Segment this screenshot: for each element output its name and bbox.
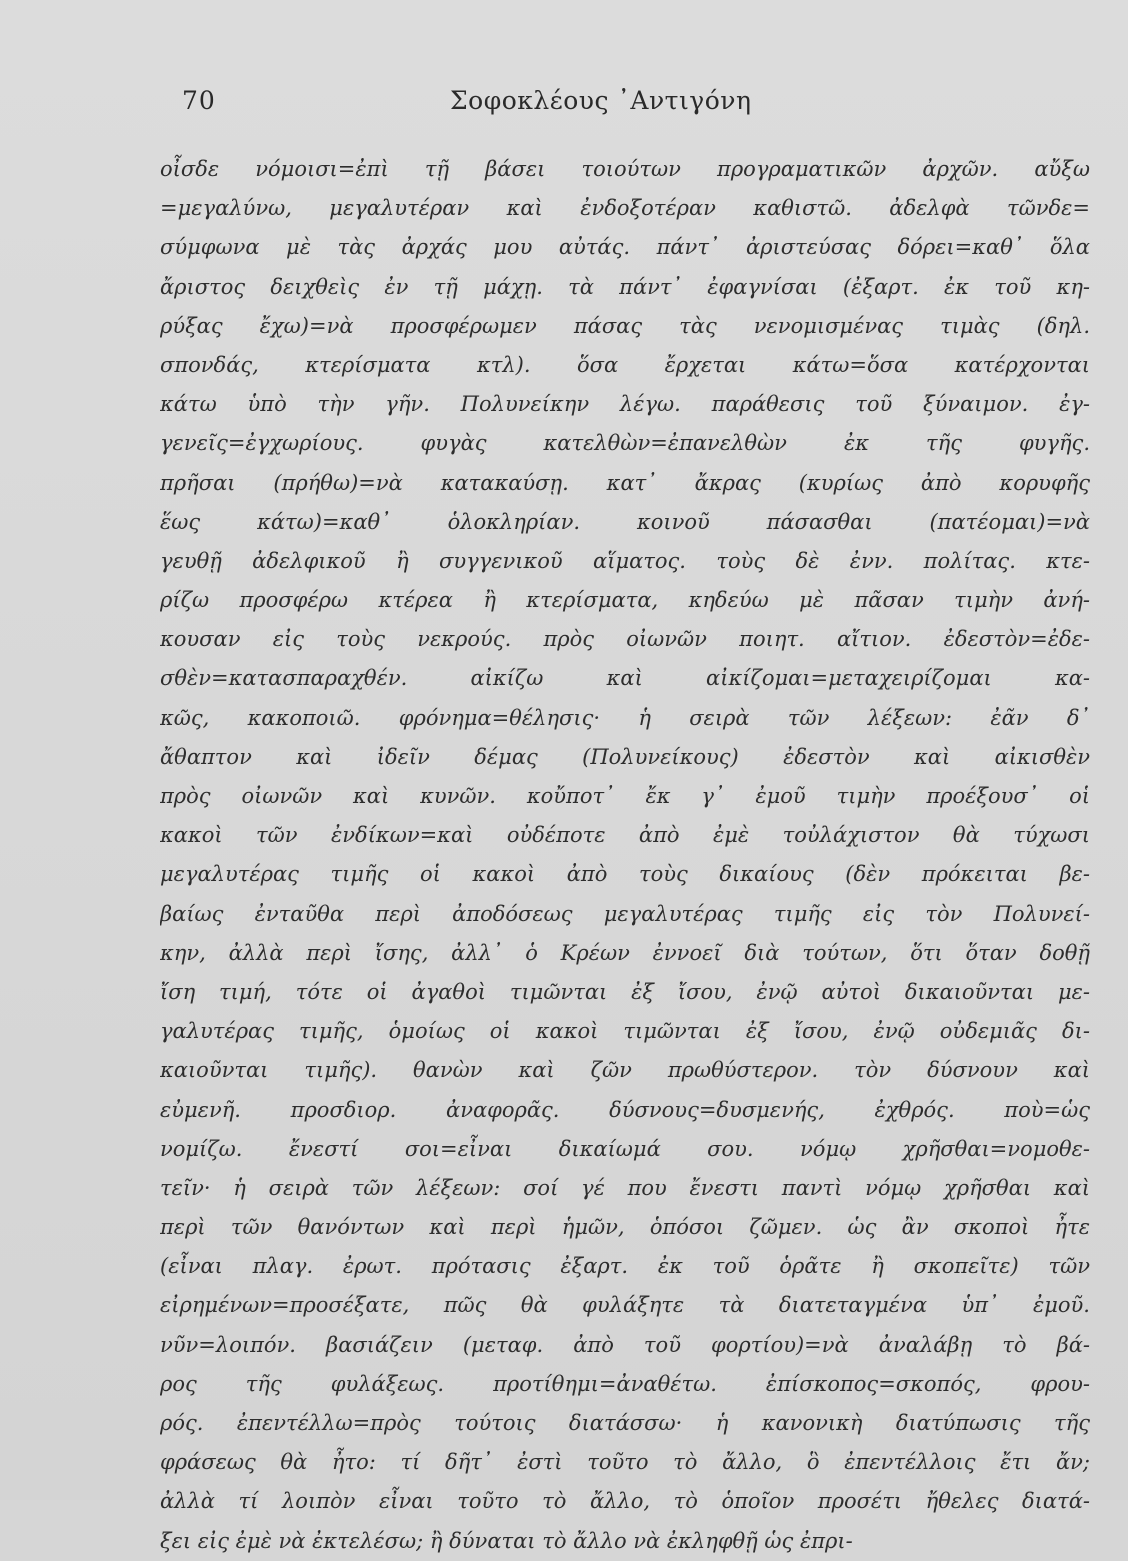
text-line: μεγαλυτέρας τιμῆς οἱ κακοὶ ἀπὸ τοὺς δικαίους (δὲν πρόκειται βε- xyxy=(160,862,1090,887)
text-line: ἀλλὰ τί λοιπὸν εἶναι τοῦτο τὸ ἄλλο, τὸ ὁποῖον προσέτι ἤθελες διατά- xyxy=(160,1489,1090,1514)
text-line: περὶ τῶν θανόντων καὶ περὶ ἡμῶν, ὁπόσοι ζῶμεν. ὡς ἂν σκοποὶ ἦτε xyxy=(160,1215,1090,1240)
text-line: πρὸς οἰωνῶν καὶ κυνῶν. κοὔποτ᾿ ἔκ γ᾿ ἐμοῦ τιμὴν προέξουσ᾿ οἱ xyxy=(160,784,1090,808)
text-line: νομίζω. ἔνεστί σοι=εἶναι δικαίωμά σου. νόμῳ χρῆσθαι=νομοθε- xyxy=(160,1136,1090,1161)
text-line: ρύξας ἔχω)=νὰ προσφέρωμεν πάσας τὰς νενομισμένας τιμὰς (δηλ. xyxy=(160,313,1090,338)
text-line: κάτω ὑπὸ τὴν γῆν. Πολυνείκην λέγω. παράθεσις τοῦ ξύναιμον. ἐγ- xyxy=(160,392,1090,417)
page-header xyxy=(182,86,982,126)
text-line: φράσεως θὰ ἦτο: τί δῆτ᾿ ἐστὶ τοῦτο τὸ ἄλλο, ὃ ἐπεντέλλοις ἔτι ἄν; xyxy=(160,1450,1090,1475)
text-line: γαλυτέρας τιμῆς, ὁμοίως οἱ κακοὶ τιμῶνται ἐξ ἴσου, ἐνῷ οὐδεμιᾶς δι- xyxy=(160,1019,1090,1044)
text-line: ἴση τιμή, τότε οἱ ἀγαθοὶ τιμῶνται ἐξ ἴσου, ἐνῷ αὐτοὶ δικαιοῦνται με- xyxy=(160,979,1090,1004)
text-line: ξει εἰς ἐμὲ νὰ ἐκτελέσω; ἢ δύναται τὸ ἄλλο νὰ ἐκληφθῇ ὡς ἐπρι- xyxy=(160,1528,853,1553)
text-line: εἰρημένων=προσέξατε, πῶς θὰ φυλάξητε τὰ διατεταγμένα ὑπ᾿ ἐμοῦ. xyxy=(160,1293,1090,1318)
text-line: γενεῖς=ἐγχωρίους. φυγὰς κατελθὼν=ἐπανελθὼν ἐκ τῆς φυγῆς. xyxy=(160,431,1090,456)
text-line: νῦν=λοιπόν. βασιάζειν (μεταφ. ἀπὸ τοῦ φορτίου)=νὰ ἀναλάβῃ τὸ βά- xyxy=(160,1332,1090,1357)
text-line: οἶσδε νόμοισι=ἐπὶ τῇ βάσει τοιούτων προγραματικῶν ἀρχῶν. αὔξω xyxy=(160,157,1090,181)
text-line: ἄθαπτον καὶ ἰδεῖν δέμας (Πολυνείκους) ἐδεστὸν καὶ αἰκισθὲν xyxy=(160,744,1090,769)
text-line: βαίως ἐνταῦθα περὶ ἀποδόσεως μεγαλυτέρας τιμῆς εἰς τὸν Πολυνεί- xyxy=(160,901,1090,926)
running-title: Σοφοκλέους ᾿Αντιγόνη xyxy=(450,86,752,115)
text-line: σθὲν=κατασπαραχθέν. αἰκίζω καὶ αἰκίζομαι=μεταχειρίζομαι κα- xyxy=(160,666,1090,691)
text-line: καιοῦνται τιμῆς). θανὼν καὶ ζῶν πρωθύστερον. τὸν δύσνουν καὶ xyxy=(160,1058,1090,1083)
page-number: 70 xyxy=(182,86,216,115)
text-line: γευθῇ ἀδελφικοῦ ἢ συγγενικοῦ αἵματος. τοὺς δὲ ἐνν. πολίτας. κτε- xyxy=(160,548,1090,573)
text-line: σπονδάς, κτερίσματα κτλ). ὅσα ἔρχεται κάτω=ὅσα κατέρχονται xyxy=(160,352,1090,377)
text-line: κην, ἀλλὰ περὶ ἴσης, ἀλλ᾿ ὁ Κρέων ἐννοεῖ διὰ τούτων, ὅτι ὅταν δοθῇ xyxy=(160,940,1090,965)
text-line: πρῆσαι (πρήθω)=νὰ κατακαύσῃ. κατ᾿ ἄκρας (κυρίως ἀπὸ κορυφῆς xyxy=(160,470,1090,495)
text-line: εὐμενῆ. προσδιορ. ἀναφορᾶς. δύσνους=δυσμενής, ἐχθρός. ποὺ=ὡς xyxy=(160,1097,1090,1122)
text-line: ἕως κάτω)=καθ᾿ ὁλοκληρίαν. κοινοῦ πάσασθαι (πατέομαι)=νὰ xyxy=(160,509,1090,534)
commentary-text xyxy=(160,150,1090,1561)
text-line: ρος τῆς φυλάξεως. προτίθημι=ἀναθέτω. ἐπίσκοπος=σκοπός, φρου- xyxy=(160,1371,1090,1396)
text-line: ρίζω προσφέρω κτέρεα ἢ κτερίσματα, κηδεύω μὲ πᾶσαν τιμὴν ἀνή- xyxy=(160,588,1090,613)
text-line: ἄριστος δειχθεὶς ἐν τῇ μάχῃ. τὰ πάντ᾿ ἐφαγνίσαι (ἐξαρτ. ἐκ τοῦ κη- xyxy=(160,274,1090,299)
text-line: σύμφωνα μὲ τὰς ἀρχάς μου αὐτάς. πάντ᾿ ἀριστεύσας δόρει=καθ᾿ ὅλα xyxy=(160,235,1090,260)
text-line: ρός. ἐπεντέλλω=πρὸς τούτοις διατάσσω· ἡ κανονικὴ διατύπωσις τῆς xyxy=(160,1411,1090,1435)
text-line: κουσαν εἰς τοὺς νεκρούς. πρὸς οἰωνῶν ποιητ. αἴτιον. ἐδεστὸν=ἐδε- xyxy=(160,627,1090,652)
text-line: τεῖν· ἡ σειρὰ τῶν λέξεων: σοί γέ που ἔνεστι παντὶ νόμῳ χρῆσθαι καὶ xyxy=(160,1175,1090,1200)
text-line: =μεγαλύνω, μεγαλυτέραν καὶ ἐνδοξοτέραν καθιστῶ. ἀδελφὰ τῶνδε= xyxy=(160,196,1090,221)
text-line: κακοὶ τῶν ἐνδίκων=καὶ οὐδέποτε ἀπὸ ἐμὲ τοὐλάχιστον θὰ τύχωσι xyxy=(160,823,1090,848)
text-line: (εἶναι πλαγ. ἐρωτ. πρότασις ἐξαρτ. ἐκ τοῦ ὁρᾶτε ἢ σκοπεῖτε) τῶν xyxy=(160,1254,1090,1279)
text-line: κῶς, κακοποιῶ. φρόνημα=θέλησις· ἡ σειρὰ τῶν λέξεων: ἐᾶν δ᾿ xyxy=(160,705,1090,730)
